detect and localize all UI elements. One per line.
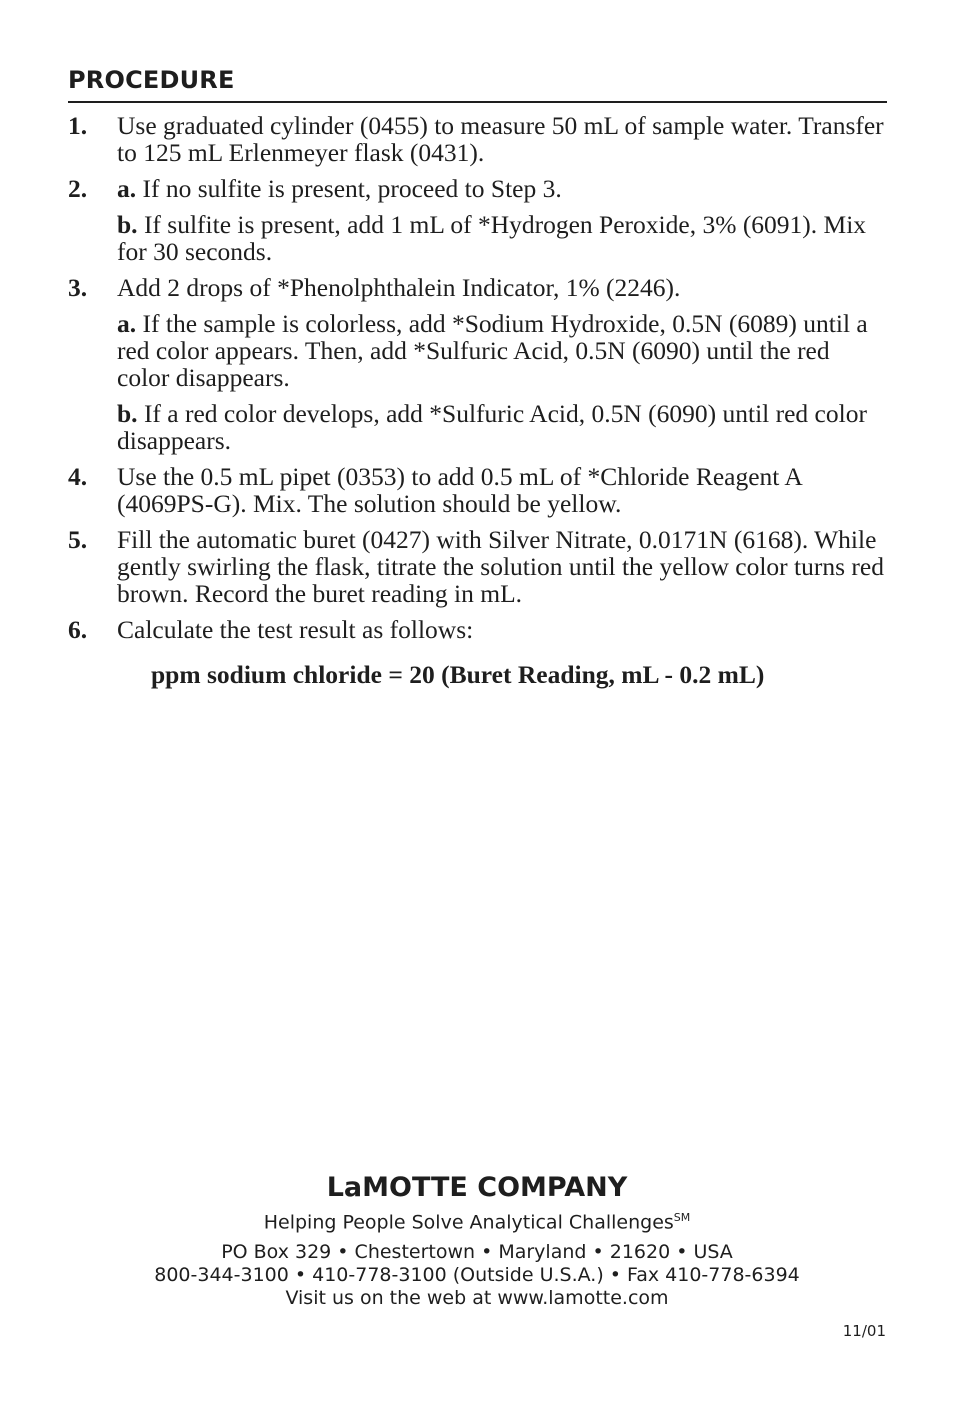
- section-heading: PROCEDURE: [68, 66, 235, 94]
- step-5: [68, 526, 888, 607]
- step-text: If a red color develops, add *Sulfuric Acid, 0.5N (6090) until red color disappears.: [117, 399, 867, 455]
- substep-label: a.: [117, 174, 137, 203]
- step-body: [117, 274, 888, 454]
- step-number: 3.: [68, 273, 88, 302]
- step-text: Fill the automatic buret (0427) with Silver Nitrate, 0.0171N (6168). While gently swirling the flask, titrate the solution until the yellow color turns red brown. Record the buret reading in mL.: [117, 525, 884, 608]
- step-body: [117, 526, 888, 607]
- step-number: 4.: [68, 462, 88, 491]
- step-text: Add 2 drops of *Phenolphthalein Indicator, 1% (2246).: [117, 273, 681, 302]
- step-body: [117, 112, 888, 166]
- substep-label: a.: [117, 309, 137, 338]
- step-4: [68, 463, 888, 517]
- step-2: [68, 175, 888, 265]
- step-paragraph: [117, 616, 888, 643]
- step-body: [117, 616, 888, 643]
- step-paragraph: [117, 526, 888, 607]
- company-name: LaMOTTE COMPANY: [326, 1172, 628, 1203]
- substep-label: b.: [117, 399, 138, 428]
- step-text: If sulfite is present, add 1 mL of *Hydrogen Peroxide, 3% (6091). Mix for 30 seconds.: [117, 210, 867, 266]
- step-text: Use graduated cylinder (0455) to measure 50 mL of sample water. Transfer to 125 mL Erlenmeyer flask (0431).: [117, 111, 884, 167]
- tagline-text: Helping People Solve Analytical Challenges: [263, 1211, 674, 1234]
- phone-numbers: 800-344-3100 • 410-778-3100 (Outside U.S.A.) • Fax 410-778-6394: [154, 1264, 800, 1286]
- step-text: If the sample is colorless, add *Sodium Hydroxide, 0.5N (6089) until a red color appears. Then, add *Sulfuric Acid, 0.5N (6090) until the red color disappears.: [117, 309, 868, 392]
- step-paragraph: [117, 274, 888, 301]
- step-number: 2.: [68, 174, 88, 203]
- step-text: Calculate the test result as follows:: [117, 615, 474, 644]
- heading-rule: [68, 101, 887, 103]
- step-body: [117, 175, 888, 265]
- step-3: [68, 274, 888, 454]
- step-number: 5.: [68, 525, 88, 554]
- step-text: If no sulfite is present, proceed to Step 3.: [136, 174, 562, 203]
- step-paragraph: [117, 400, 888, 454]
- service-mark: SM: [673, 1211, 691, 1224]
- procedure-steps: [68, 112, 888, 688]
- step-text: Use the 0.5 mL pipet (0353) to add 0.5 mL of *Chloride Reagent A (4069PS-G). Mix. The solution should be yellow.: [117, 462, 802, 518]
- step-paragraph: [117, 463, 888, 517]
- step-number: 6.: [68, 615, 88, 644]
- step-paragraph: [117, 175, 888, 202]
- contact-block: [0, 1241, 954, 1310]
- step-paragraph: [117, 211, 888, 265]
- formula: ppm sodium chloride = 20 (Buret Reading, mL - 0.2 mL): [151, 660, 765, 689]
- step-number: 1.: [68, 111, 88, 140]
- step-body: [117, 463, 888, 517]
- step-1: [68, 112, 888, 166]
- postal-address: PO Box 329 • Chestertown • Maryland • 21620 • USA: [221, 1241, 733, 1263]
- substep-label: b.: [117, 210, 138, 239]
- step-6: [68, 616, 888, 643]
- step-paragraph: [117, 112, 888, 166]
- step-paragraph: [117, 310, 888, 391]
- date-code: 11/01: [842, 1322, 886, 1340]
- company-tagline: [0, 1211, 954, 1233]
- website-line: Visit us on the web at www.lamotte.com: [285, 1287, 669, 1309]
